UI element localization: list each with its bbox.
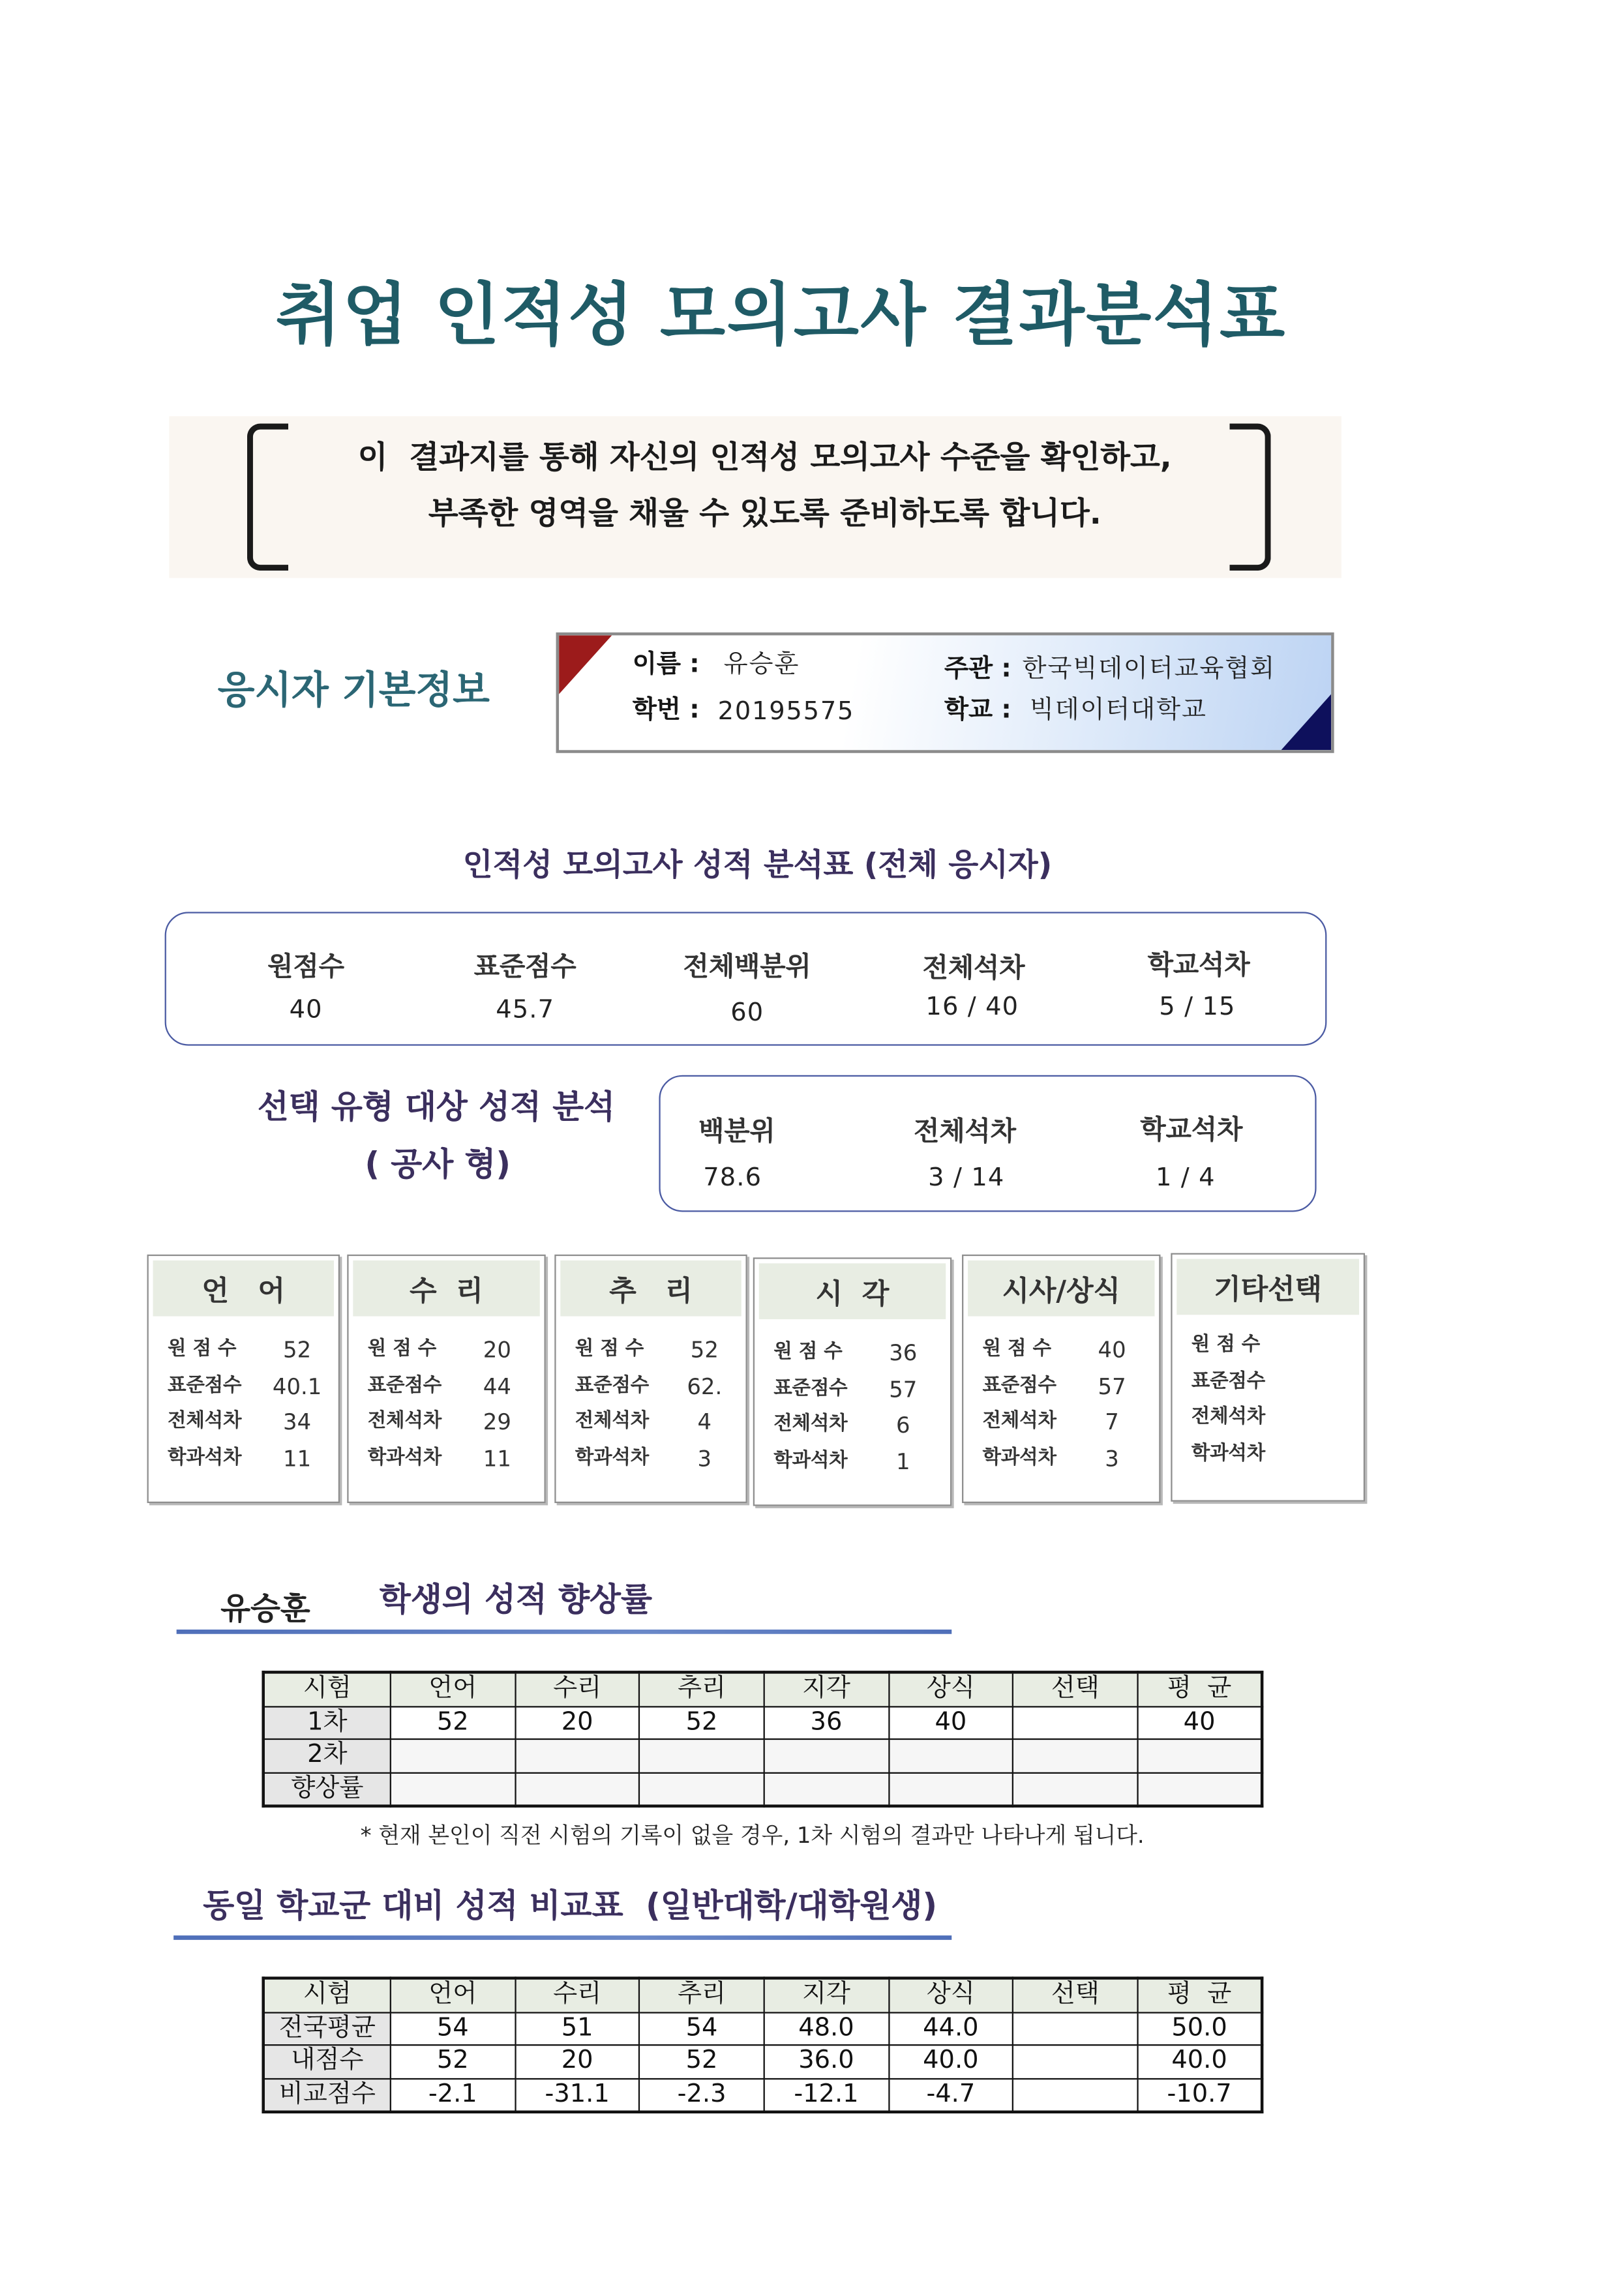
table-cell: 20 (515, 2045, 640, 2078)
table-cell (888, 1772, 1013, 1806)
table-cell: 52 (391, 1706, 515, 1739)
host-value: 한국빅데이터교육협회 (1022, 654, 1276, 684)
overall-rank-label: 전체석차 (922, 953, 1025, 984)
selected-type-label: ( 공사 형) (365, 1147, 511, 1184)
row-label-cell: 1차 (263, 1706, 391, 1739)
subject-card-reasoning (554, 1255, 747, 1503)
score-label: 표준점수 (773, 1377, 848, 1400)
subject-score-list (349, 1332, 545, 1476)
host-label: 주관 : (944, 654, 1011, 684)
row-label-cell: 비교점수 (263, 2078, 391, 2112)
score-value: 7 (1105, 1409, 1119, 1436)
score-row (963, 1369, 1159, 1405)
score-row (149, 1369, 338, 1405)
standard-score-label: 표준점수 (473, 951, 577, 983)
score-label: 전체석차 (367, 1410, 442, 1433)
score-row (755, 1371, 950, 1407)
score-row (349, 1332, 545, 1368)
score-label: 전체석차 (773, 1413, 848, 1436)
table-row (263, 2012, 1262, 2045)
table-cell: 52 (640, 1706, 764, 1739)
score-row (556, 1332, 746, 1368)
selected-school-rank-label: 학교석차 (1140, 1114, 1243, 1146)
score-label: 원 점 수 (773, 1341, 843, 1364)
table-header-cell: 추리 (640, 1978, 764, 2012)
table-cell: -4.7 (888, 2078, 1013, 2112)
table-cell: -2.1 (391, 2078, 515, 2112)
table-header-cell: 상식 (888, 1978, 1013, 2012)
table-header-cell: 평 균 (1137, 1978, 1262, 2012)
score-value: 57 (889, 1375, 918, 1403)
row-label-cell: 내점수 (263, 2045, 391, 2078)
comparison-table (262, 1976, 1263, 2113)
overall-analysis-title: 인적성 모의고사 성적 분석표 (전체 응시자) (462, 847, 1053, 883)
standard-score-value: 45.7 (496, 995, 555, 1026)
table-cell: -10.7 (1137, 2078, 1262, 2112)
subject-score-list (963, 1332, 1159, 1476)
table-cell: 20 (515, 1706, 640, 1739)
score-value: 6 (896, 1412, 910, 1439)
subject-score-list (1173, 1328, 1364, 1472)
selected-percentile-label: 백분위 (698, 1116, 775, 1148)
table-header-cell: 지각 (764, 1978, 889, 2012)
table-cell (640, 1739, 764, 1772)
overall-rank-value: 16 / 40 (925, 992, 1019, 1022)
percentile-value: 60 (730, 998, 764, 1028)
score-label: 학과석차 (575, 1446, 650, 1469)
score-label: 원 점 수 (982, 1338, 1052, 1361)
subject-card-perception (753, 1257, 951, 1506)
score-label: 원 점 수 (367, 1338, 437, 1361)
navy-corner-triangle-icon (1281, 694, 1331, 751)
table-cell (764, 1772, 889, 1806)
improvement-footnote: * 현재 본인이 직전 시험의 기록이 없을 경우, 1차 시험의 결과만 나타나게 됩니다. (360, 1822, 1145, 1849)
intro-line-2: 부족한 영역을 채울 수 있도록 준비하도록 합니다. (428, 496, 1101, 531)
score-label: 표준점수 (575, 1374, 650, 1397)
table-cell: -2.3 (640, 2078, 764, 2112)
student-name-tag: 유승훈 (220, 1591, 310, 1627)
table-cell (1137, 1772, 1262, 1806)
score-value: 44 (483, 1373, 511, 1400)
subject-score-list (556, 1332, 746, 1476)
subject-name: 시사/상식 (968, 1260, 1154, 1317)
score-row (149, 1405, 338, 1440)
subject-card-current-affairs (962, 1255, 1160, 1503)
table-header-cell: 언어 (391, 1672, 515, 1706)
school-rank-value: 5 / 15 (1159, 992, 1236, 1022)
score-value: 20 (483, 1337, 511, 1364)
table-cell (1013, 2045, 1137, 2078)
raw-score-value: 40 (289, 995, 323, 1026)
subject-name: 시 각 (759, 1263, 946, 1319)
candidate-section-title: 응시자 기본정보 (217, 669, 490, 713)
table-header-cell: 추리 (640, 1672, 764, 1706)
red-corner-triangle-icon (559, 635, 612, 694)
score-label: 학과석차 (367, 1446, 442, 1469)
table-header-cell: 수리 (515, 1672, 640, 1706)
score-row (1173, 1400, 1364, 1436)
score-row (1173, 1364, 1364, 1400)
score-value: 1 (896, 1448, 910, 1475)
left-bracket-icon (247, 424, 288, 571)
row-label-cell: 향상률 (263, 1772, 391, 1806)
table-cell: 40 (888, 1706, 1013, 1739)
score-label: 학과석차 (1191, 1442, 1266, 1465)
school-label: 학교 : (944, 695, 1011, 725)
table-cell (764, 1739, 889, 1772)
comparison-title: 동일 학교군 대비 성적 비교표 (일반대학/대학원생) (203, 1888, 938, 1926)
score-label: 전체석차 (575, 1410, 650, 1433)
table-cell (1013, 1772, 1137, 1806)
table-header-cell: 시험 (263, 1978, 391, 2012)
table-header-cell: 지각 (764, 1672, 889, 1706)
table-header-cell: 선택 (1013, 1672, 1137, 1706)
table-cell (1013, 1739, 1137, 1772)
table-cell: 52 (640, 2045, 764, 2078)
subject-card-language (147, 1255, 340, 1503)
score-label: 학과석차 (773, 1449, 848, 1472)
student-id-value: 20195575 (717, 697, 855, 727)
score-row (755, 1407, 950, 1443)
score-row (963, 1440, 1159, 1476)
subject-score-list (755, 1335, 950, 1480)
table-cell: 51 (515, 2012, 640, 2045)
row-label-cell: 전국평균 (263, 2012, 391, 2045)
score-value: 57 (1098, 1373, 1126, 1400)
score-value: 52 (283, 1337, 312, 1364)
selected-school-rank-value: 1 / 4 (1155, 1163, 1216, 1193)
table-cell: 40.0 (888, 2045, 1013, 2078)
score-label: 표준점수 (1191, 1369, 1266, 1392)
subject-name: 추 리 (560, 1260, 741, 1317)
table-header-row (263, 1672, 1262, 1706)
score-row (755, 1444, 950, 1480)
score-row (556, 1369, 746, 1405)
table-cell: 36.0 (764, 2045, 889, 2078)
score-value: 40 (1098, 1337, 1126, 1364)
table-row (263, 1706, 1262, 1739)
selected-analysis-title: 선택 유형 대상 성적 분석 (257, 1090, 616, 1127)
subject-card-elective (1171, 1253, 1365, 1502)
table-header-row (263, 1978, 1262, 2012)
score-label: 전체석차 (1191, 1406, 1266, 1428)
table-header-cell: 상식 (888, 1672, 1013, 1706)
table-cell: 52 (391, 2045, 515, 2078)
table-cell: 40 (1137, 1706, 1262, 1739)
score-label: 표준점수 (982, 1374, 1056, 1397)
score-row (1173, 1328, 1364, 1364)
name-value: 유승훈 (723, 649, 800, 679)
table-header-cell: 언어 (391, 1978, 515, 2012)
table-row (263, 1739, 1262, 1772)
score-row (556, 1405, 746, 1440)
table-cell: 54 (640, 2012, 764, 2045)
table-cell: -31.1 (515, 2078, 640, 2112)
percentile-label: 전체백분위 (683, 951, 811, 983)
table-cell (640, 1772, 764, 1806)
table-cell: 50.0 (1137, 2012, 1262, 2045)
score-row (963, 1332, 1159, 1368)
score-value: 52 (690, 1337, 719, 1364)
table-cell: 44.0 (888, 2012, 1013, 2045)
table-header-cell: 평 균 (1137, 1672, 1262, 1706)
subject-name: 언 어 (153, 1260, 334, 1317)
score-row (349, 1440, 545, 1476)
improvement-table (262, 1671, 1263, 1808)
selected-percentile-value: 78.6 (703, 1163, 762, 1193)
score-value: 40.1 (272, 1373, 322, 1400)
comparison-underline (173, 1935, 951, 1940)
table-cell: 40.0 (1137, 2045, 1262, 2078)
score-label: 전체석차 (168, 1410, 242, 1433)
intro-line-1: 이 결과지를 통해 자신의 인적성 모의고사 수준을 확인하고, (357, 440, 1172, 475)
subject-card-math (347, 1255, 545, 1503)
table-cell (515, 1772, 640, 1806)
score-value: 11 (483, 1444, 511, 1472)
score-value: 29 (483, 1409, 511, 1436)
score-row (1173, 1436, 1364, 1472)
table-header-cell: 시험 (263, 1672, 391, 1706)
table-row (263, 2078, 1262, 2112)
table-cell (515, 1739, 640, 1772)
raw-score-label: 원점수 (267, 951, 344, 983)
score-value: 3 (1105, 1444, 1119, 1472)
table-header-cell: 수리 (515, 1978, 640, 2012)
score-label: 원 점 수 (575, 1338, 644, 1361)
table-header-cell: 선택 (1013, 1978, 1137, 2012)
score-label: 표준점수 (367, 1374, 442, 1397)
subject-name: 수 리 (353, 1260, 539, 1317)
row-label-cell: 2차 (263, 1739, 391, 1772)
score-label: 원 점 수 (1191, 1334, 1261, 1356)
table-row (263, 2045, 1262, 2078)
score-label: 원 점 수 (168, 1338, 237, 1361)
selected-overall-rank-label: 전체석차 (914, 1116, 1016, 1148)
name-label: 이름 : (632, 649, 700, 679)
selected-overall-rank-value: 3 / 14 (928, 1163, 1005, 1193)
score-value: 11 (283, 1444, 312, 1472)
student-id-label: 학번 : (632, 695, 700, 725)
score-value: 62. (687, 1373, 723, 1400)
score-row (349, 1369, 545, 1405)
improvement-title: 학생의 성적 향상률 (379, 1582, 652, 1620)
score-row (963, 1405, 1159, 1440)
score-row (349, 1405, 545, 1440)
table-cell (391, 1739, 515, 1772)
score-value: 36 (889, 1339, 918, 1367)
score-value: 4 (697, 1409, 712, 1436)
table-row (263, 1772, 1262, 1806)
table-cell (1013, 1706, 1137, 1739)
improvement-underline (177, 1630, 952, 1634)
score-label: 표준점수 (168, 1374, 242, 1397)
table-cell: -12.1 (764, 2078, 889, 2112)
table-cell: 54 (391, 2012, 515, 2045)
subject-score-list (149, 1332, 338, 1476)
score-row (556, 1440, 746, 1476)
table-cell: 48.0 (764, 2012, 889, 2045)
score-row (149, 1332, 338, 1368)
table-cell (1013, 2078, 1137, 2112)
score-label: 학과석차 (982, 1446, 1056, 1469)
score-row (755, 1335, 950, 1371)
subject-name: 기타선택 (1176, 1259, 1359, 1315)
school-value: 빅데이터대학교 (1029, 695, 1207, 725)
table-cell (888, 1739, 1013, 1772)
school-rank-label: 학교석차 (1147, 949, 1250, 981)
table-cell (1013, 2012, 1137, 2045)
score-label: 학과석차 (168, 1446, 242, 1469)
score-value: 3 (697, 1444, 712, 1472)
report-title: 취업 인적성 모의고사 결과분석표 (275, 275, 1287, 355)
table-cell (391, 1772, 515, 1806)
score-value: 34 (283, 1409, 312, 1436)
table-cell (1137, 1739, 1262, 1772)
score-row (149, 1440, 338, 1476)
score-label: 전체석차 (982, 1410, 1056, 1433)
table-cell: 36 (764, 1706, 889, 1739)
